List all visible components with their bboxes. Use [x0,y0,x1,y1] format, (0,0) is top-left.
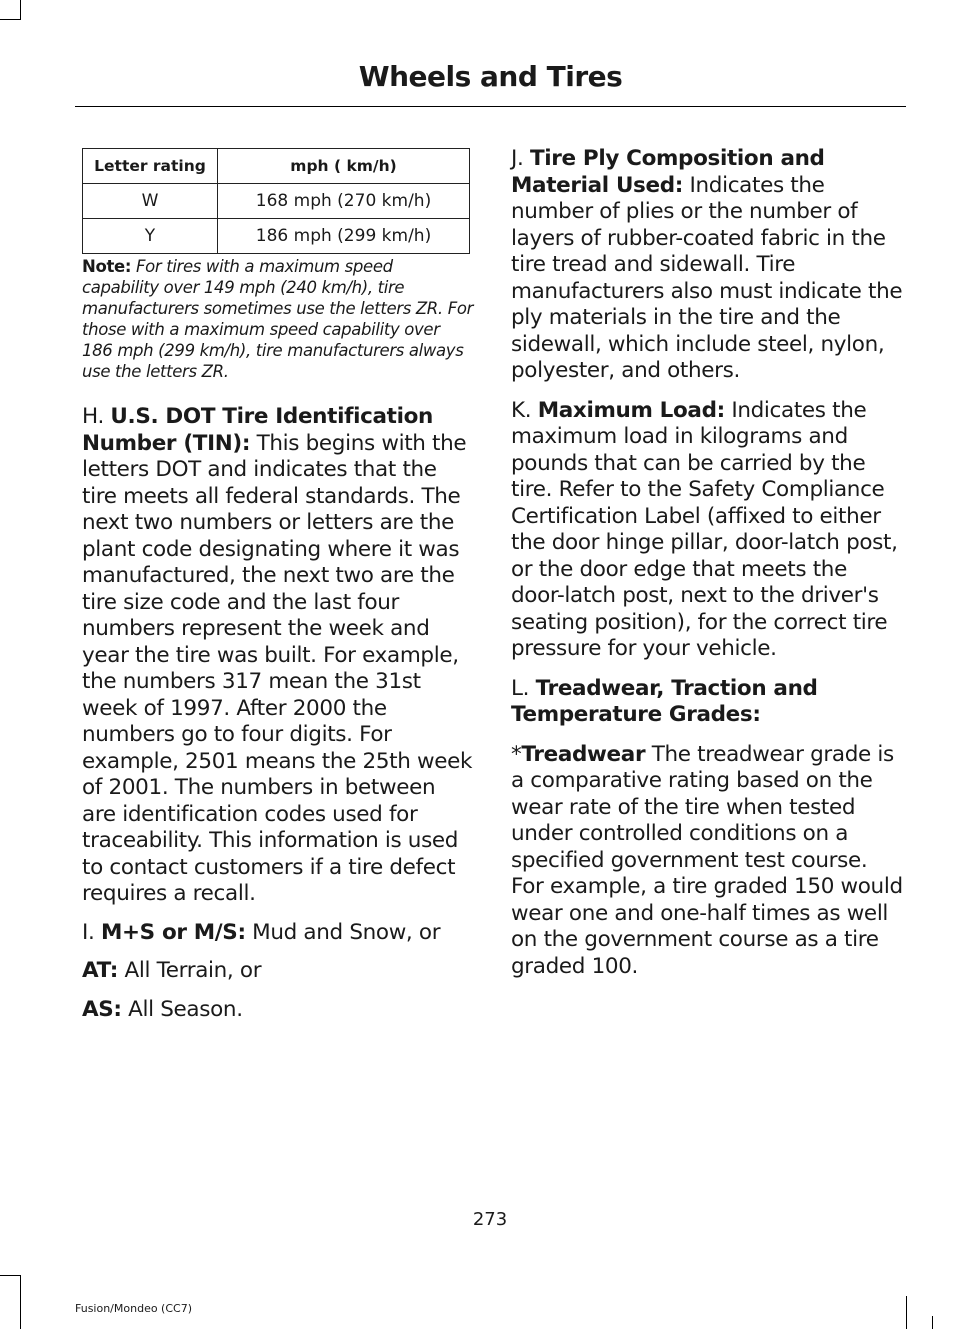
table-row [83,219,470,254]
table-header-row [83,149,470,184]
section-j-text: Indicates the number of plies or the number of layers of rubber-coated fabric in the tire tread and sidewall. Tire manufacturers also must indicate the ply materials in the tire and the sidewall, which include steel, nylon, polyester, and others. [511,172,903,383]
section-treadwear-paragraph [511,742,903,981]
header-divider [75,106,906,107]
section-l-paragraph [511,676,903,729]
section-k-paragraph [511,398,903,663]
page-title: Wheels and Tires [358,60,623,93]
section-i-title: M+S or M/S: [100,919,246,945]
section-as-paragraph [82,997,474,1024]
section-h-text: This begins with the letters DOT and indicates that the tire meets all federal standards. The next two numbers or letters are the plant code designating where it was manufactured, the next two are the tire size code and the last four numbers represent the week and year the tire was built. For example, the numbers 317 mean the 31st week of 1997. After 2000 the numbers go to four digits. For example, 2501 means the 25th week of 2001. The numbers in between are identification codes used for traceability. This information is used to contact customers if a tire defect requires a recall. [82,430,473,906]
table-cell-letter: Y [83,219,218,254]
column-header-speed: mph ( km/h) [218,149,470,184]
section-k-title: Maximum Load: [537,397,725,423]
table-row [83,184,470,219]
table-cell-speed: 168 mph (270 km/h) [218,184,470,219]
section-treadwear-text: The treadwear grade is a comparative rating based on the wear rate of the tire when tested under controlled conditions on a specified government test course. For example, a tire graded 150 would wear one and one-half times as well on the government course as a tire graded 100. [511,741,903,979]
section-treadwear-title: Treadwear [521,741,646,767]
section-treadwear-prefix: * [511,741,522,767]
section-at-text: All Terrain, or [124,958,262,983]
section-h-paragraph [82,404,474,908]
section-at-title: AT: [82,958,119,983]
section-k-prefix: K. [511,397,532,423]
section-i-text: Mud and Snow, or [252,919,441,945]
section-as-title: AS: [82,996,122,1022]
section-j-title: Tire Ply Composition and Material Used: [511,146,825,198]
note-label: Note: [82,257,132,276]
section-as-text: All Season. [128,996,243,1022]
table-cell-letter: W [83,184,218,219]
crop-mark [932,1316,933,1329]
section-i-paragraph [82,920,474,947]
table-note [82,256,474,382]
note-text: For tires with a maximum speed capability over 149 mph (240 km/h), tire manufacturers sometimes use the letters ZR. For those with a maximum speed capability over 186 mph (299 km/h), tire manufacturers always use the letters ZR. [82,257,474,381]
crop-mark [20,0,21,20]
page-number: 273 [472,1209,508,1230]
section-i-prefix: I. [82,919,95,945]
table-cell-speed: 186 mph (299 km/h) [218,219,470,254]
column-header-letter-rating: Letter rating [83,149,218,184]
right-column [511,146,903,980]
section-h-prefix: H. [82,404,104,429]
crop-mark [906,1296,907,1329]
left-column [82,148,474,1023]
section-l-title: Treadwear, Traction and Temperature Grades: [511,675,818,727]
section-at-paragraph [82,958,474,985]
crop-mark [0,19,20,20]
speed-rating-table [82,148,470,254]
crop-mark [0,1275,20,1276]
section-j-prefix: J. [511,146,524,171]
section-h-title: U.S. DOT Tire Identification Number (TIN): [82,404,433,456]
section-l-prefix: L. [511,675,530,701]
section-k-text: Indicates the maximum load in kilograms and pounds that can be carried by the tire. Refer to the Safety Compliance Certification Label (affixed to either the door hinge pillar, door-latch post, or the door edge that meets the door-latch post, next to the driver's seating position), for the correct tire pressure for your vehicle. [511,397,898,661]
crop-mark [20,1275,21,1329]
footer-model: Fusion/Mondeo (CC7) [75,1302,193,1315]
section-j-paragraph [511,146,903,385]
